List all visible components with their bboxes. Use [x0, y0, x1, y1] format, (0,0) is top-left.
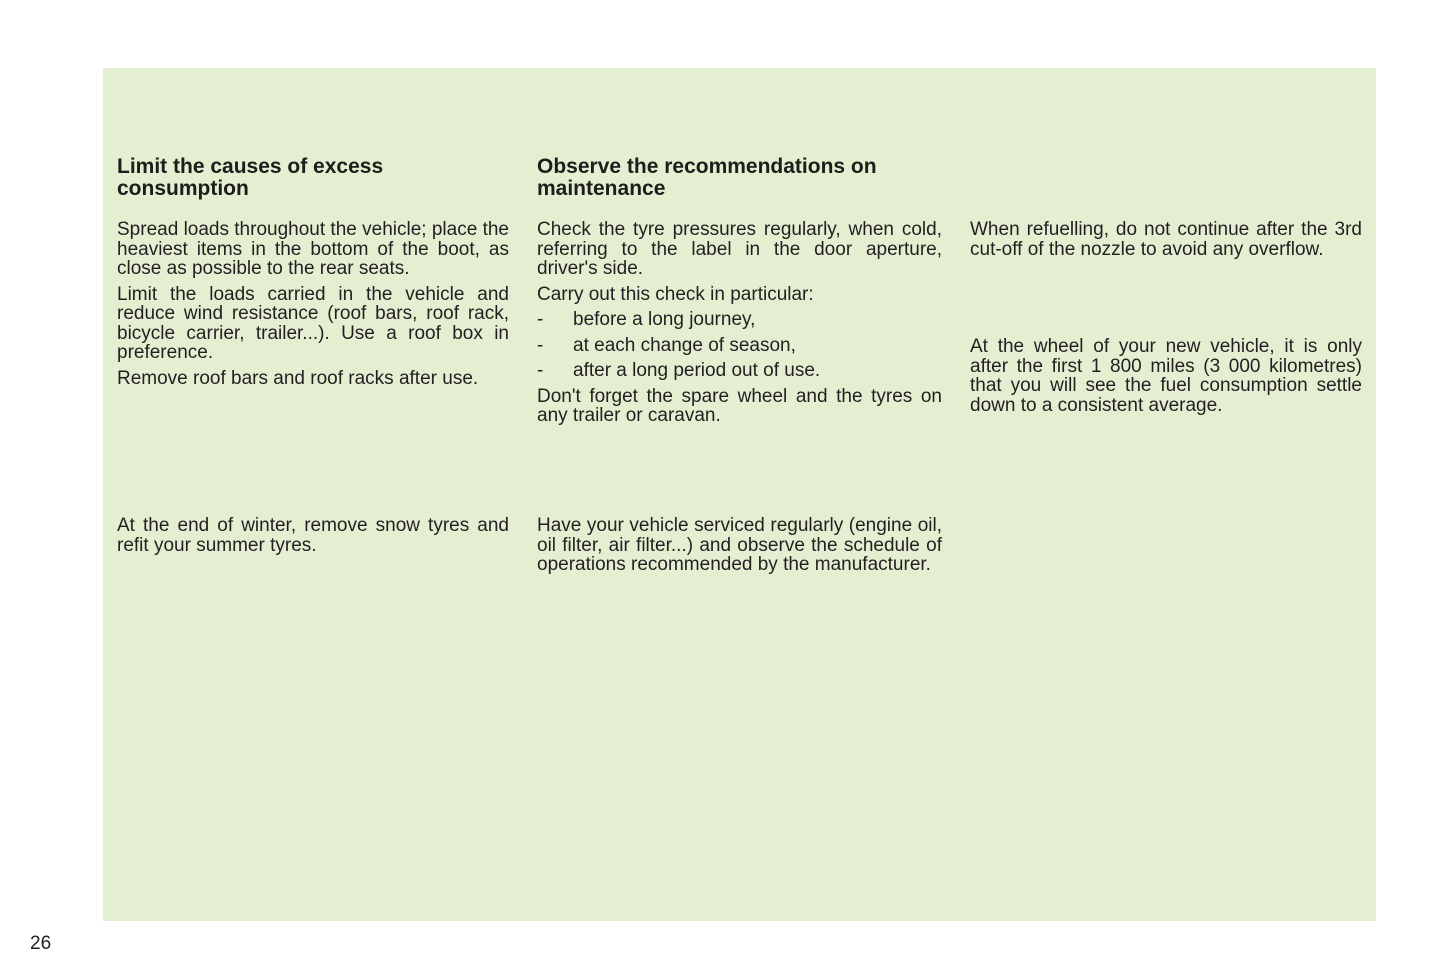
- refuelling-paragraph: When refuelling, do not continue after the 3rd cut-off of the nozzle to avoid any overflow.: [970, 219, 1362, 260]
- maintenance-section: [537, 156, 942, 200]
- tyre-pressure-paragraph: Check the tyre pressures regularly, when cold, referring to the label in the door aperture, driver's side.: [537, 219, 942, 279]
- loads-text-block: [117, 220, 509, 394]
- spread-loads-paragraph: Spread loads throughout the vehicle; place the heaviest items in the bottom of the boot, as close as possible to the rear seats.: [117, 219, 509, 279]
- winter-text-block: [117, 516, 509, 561]
- check-lead-paragraph: Carry out this check in particular:: [537, 283, 814, 305]
- bullet-item: [537, 310, 942, 330]
- maintenance-heading: Observe the recommendations on maintenance: [537, 155, 877, 200]
- bullet-item: [537, 336, 942, 356]
- bullet-marker: -: [537, 360, 544, 381]
- refuel-text-block: [970, 220, 1362, 265]
- bullet-text: before a long journey,: [573, 309, 756, 330]
- bullet-marker: -: [537, 309, 544, 330]
- bullet-text: after a long period out of use.: [573, 360, 821, 381]
- bullet-text: at each change of season,: [573, 334, 796, 356]
- bullet-item: [537, 361, 942, 381]
- tyre-check-block: [537, 220, 942, 432]
- new-vehicle-text-block: [970, 337, 1362, 421]
- new-vehicle-paragraph: At the wheel of your new vehicle, it is only after the first 1 800 miles (3 000 kilometres) that you will see the fuel consumption settle down to a consistent average.: [970, 336, 1362, 416]
- servicing-paragraph: Have your vehicle serviced regularly (engine oil, oil filter, air filter...) and observe the schedule of operations recommended by the manufacturer.: [537, 515, 942, 575]
- bullet-marker: -: [537, 334, 544, 356]
- winter-tyres-paragraph: At the end of winter, remove snow tyres and refit your summer tyres.: [117, 515, 509, 556]
- spare-wheel-paragraph: Don't forget the spare wheel and the tyres on any trailer or caravan.: [537, 385, 942, 426]
- limit-loads-paragraph: Limit the loads carried in the vehicle and reduce wind resistance (roof bars, roof rack, bicycle carrier, trailer...). Use a roof box in preference.: [117, 283, 509, 363]
- excess-consumption-section: [117, 156, 509, 200]
- remove-roof-bars-paragraph: Remove roof bars and roof racks after use.: [117, 367, 479, 389]
- service-text-block: [537, 516, 942, 581]
- excess-consumption-heading: Limit the causes of excess consumption: [117, 155, 384, 200]
- page-number: 26: [30, 933, 52, 954]
